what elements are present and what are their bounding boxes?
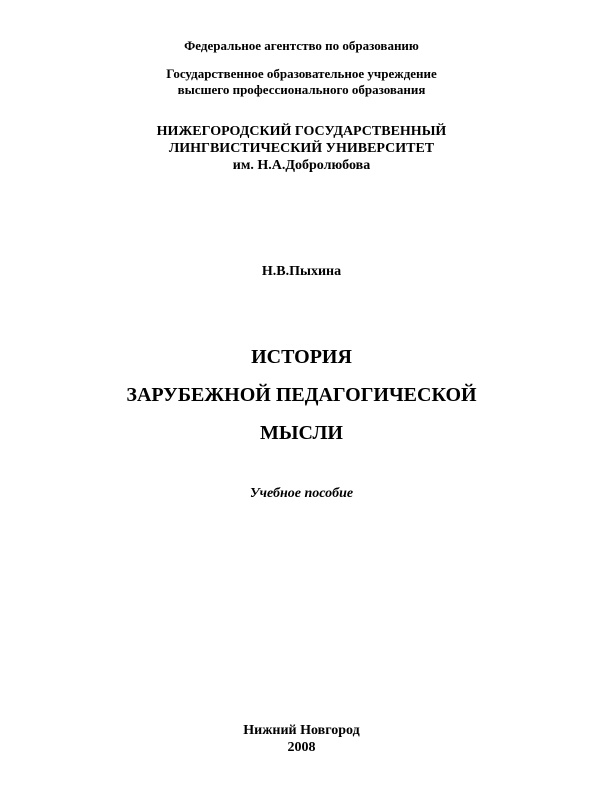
book-subtitle: Учебное пособие	[249, 486, 354, 501]
book-title-line-1: ИСТОРИЯ	[251, 346, 352, 368]
institution-line-2: высшего профессионального образования	[177, 82, 426, 97]
publication-city: Нижний Новгород	[243, 723, 360, 738]
university-line-2: ЛИНГВИСТИЧЕСКИЙ УНИВЕРСИТЕТ	[168, 141, 435, 156]
book-title-line-2: ЗАРУБЕЖНОЙ ПЕДАГОГИЧЕСКОЙ	[126, 384, 477, 406]
publication-year: 2008	[287, 740, 316, 755]
university-line-1: НИЖЕГОРОДСКИЙ ГОСУДАРСТВЕННЫЙ	[156, 124, 447, 139]
book-title-line-3: МЫСЛИ	[260, 422, 343, 444]
author-name: Н.В.Пыхина	[261, 264, 342, 279]
university-line-3: им. Н.А.Добролюбова	[232, 158, 371, 173]
agency-name: Федеральное агентство по образованию	[184, 38, 419, 53]
institution-line-1: Государственное образовательное учреждение	[166, 66, 437, 81]
